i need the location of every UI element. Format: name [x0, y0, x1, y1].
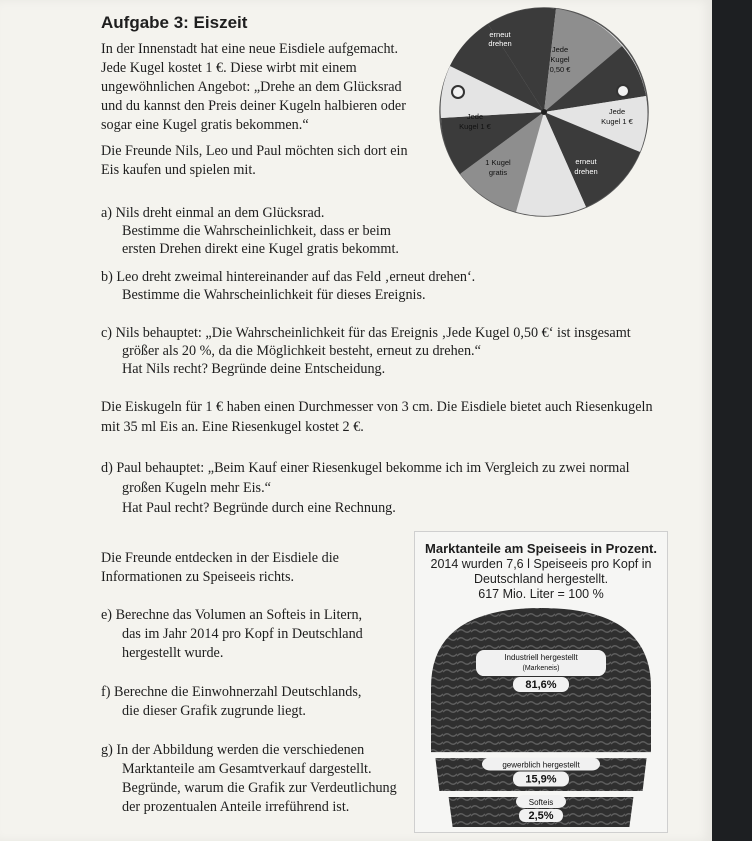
task-g-line-1: g) In der Abbildung werden die verschiedenen [101, 742, 365, 758]
friends2-line-1: Die Freunde entdecken in der Eisdiele die [101, 550, 339, 566]
wheel-label-gratis-2: gratis [488, 168, 508, 177]
task-f-line-1: f) Berechne die Einwohnerzahl Deutschlands, [101, 684, 362, 700]
task-g-line-3: Begründe, warum die Grafik zur Verdeutlichung [122, 780, 397, 796]
friends2-line-2: Informationen zu Speiseeis richts. [101, 569, 295, 585]
giant-line-2: mit 35 ml Eis an. Eine Riesenkugel kostet 2 €. [101, 419, 364, 435]
wheel-label-050-3: 0,50 € [549, 65, 571, 74]
wheel-label-1-left-1: Jede [466, 112, 484, 121]
task-a-line-2: Bestimme die Wahrscheinlichkeit, dass er beim [122, 223, 391, 239]
task-b-line-2: Bestimme die Wahrscheinlichkeit für dieses Ereignis. [122, 287, 426, 303]
wheel-label-1-left-2: Kugel 1 € [459, 122, 491, 131]
wheel-label-gratis-1: 1 Kugel [485, 158, 511, 167]
task-f-line-2: die dieser Grafik zugrunde liegt. [122, 703, 306, 719]
market-share-chart [414, 531, 668, 833]
task-e-line-2: das im Jahr 2014 pro Kopf in Deutschland [122, 626, 363, 642]
chart-subtitle-3: 617 Mio. Liter = 100 % [478, 587, 604, 601]
friends-line-1: Die Freunde Nils, Leo und Paul möchten sich dort ein [101, 143, 408, 159]
lucky-wheel [438, 6, 650, 218]
task-c-line-1: c) Nils behauptet: „Die Wahrscheinlichkeit für das Ereignis ‚Jede Kugel 0,50 €‘ ist insgesamt [101, 325, 631, 341]
wheel-label-050-1: Jede [551, 45, 569, 54]
task-c-line-3: Hat Nils recht? Begründe deine Entscheidung. [122, 361, 386, 377]
chart-value-label-2: 2,5% [528, 810, 554, 822]
wheel-label-erneut-top-2: drehen [488, 39, 512, 48]
wheel-label-erneut-bottom-2: drehen [574, 167, 598, 176]
wheel-peg-left [452, 86, 464, 98]
wheel-peg-right [617, 85, 629, 97]
wheel-label-erneut-bottom-1: erneut [575, 157, 597, 166]
task-d-line-1: d) Paul behauptet: „Beim Kauf einer Riesenkugel bekomme ich im Vergleich zu zwei normal [101, 460, 630, 476]
chart-value-label-1: 15,9% [525, 773, 557, 786]
task-g-line-2: Marktanteile am Gesamtverkauf dargestellt. [122, 761, 372, 777]
chart-category-label-0-1: (Markeneis) [522, 665, 560, 673]
task-a-line-1: a) Nils dreht einmal an dem Glücksrad. [101, 205, 325, 221]
task-e-line-1: e) Berechne das Volumen an Softeis in Litern, [101, 607, 363, 623]
page-background-edge [712, 0, 752, 841]
chart-value-label-0: 81,6% [525, 679, 557, 692]
chart-subtitle-1: 2014 wurden 7,6 l Speiseeis pro Kopf in [430, 557, 652, 571]
task-g-line-4: der prozentualen Anteile irreführend ist. [122, 799, 350, 815]
task-b-line-1: b) Leo dreht zweimal hintereinander auf das Feld ‚erneut drehen‘. [101, 269, 476, 285]
intro-line-1: In der Innenstadt hat eine neue Eisdiele aufgemacht. [101, 41, 399, 57]
wheel-label-1-right-2: Kugel 1 € [601, 117, 633, 126]
intro-line-3: ungewöhnlichen Angebot: „Drehe an dem Glücksrad [101, 79, 402, 95]
task-d-line-3: Hat Paul recht? Begründe durch eine Rechnung. [122, 500, 396, 516]
intro-line-4: und du kannst den Preis deiner Kugeln halbieren oder [101, 98, 406, 114]
chart-category-label-2-0: Softeis [528, 798, 554, 807]
giant-line-1: Die Eiskugeln für 1 € haben einen Durchmesser von 3 cm. Die Eisdiele bietet auch Riesenkugeln [101, 399, 653, 415]
wheel-center [541, 109, 547, 115]
chart-title: Marktanteile am Speiseeis in Prozent. [425, 541, 657, 556]
task-title: Aufgabe 3: Eiszeit [101, 13, 248, 32]
wheel-label-050-2: Kugel [550, 55, 570, 64]
task-c-line-2: größer als 20 %, da die Möglichkeit besteht, erneut zu drehen.“ [122, 343, 481, 359]
task-d-line-2: großen Kugeln mehr Eis.“ [122, 480, 271, 496]
task-a-line-3: ersten Drehen direkt eine Kugel gratis bekommt. [122, 241, 399, 257]
chart-category-label-0-0: Industriell hergestellt [504, 653, 578, 663]
chart-subtitle-2: Deutschland hergestellt. [473, 572, 609, 586]
intro-line-5: sogar eine Kugel gratis bekommen.“ [101, 117, 309, 133]
friends-line-2: Eis kaufen und spielen mit. [101, 162, 256, 178]
task-e-line-3: hergestellt wurde. [122, 645, 224, 661]
chart-category-label-1-0: gewerblich hergestellt [502, 760, 580, 770]
wheel-label-erneut-top-1: erneut [489, 30, 511, 39]
intro-line-2: Jede Kugel kostet 1 €. Diese wirbt mit einem [101, 60, 357, 76]
wheel-label-1-right-1: Jede [608, 107, 626, 116]
chart-plot [415, 602, 667, 832]
